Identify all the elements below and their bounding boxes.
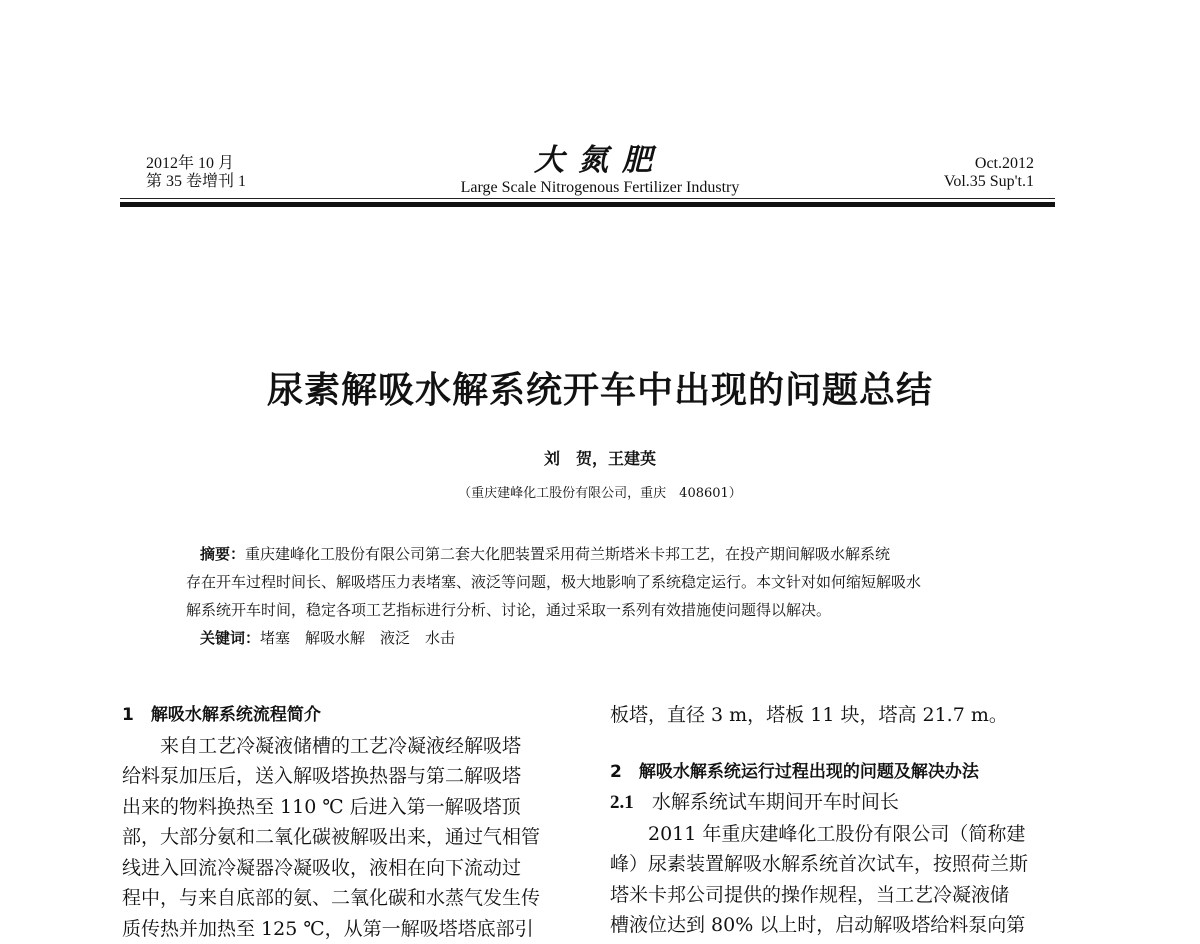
left-column bbox=[122, 700, 577, 944]
body-line: 槽液位达到 80% 以上时，启动解吸塔给料泵向第 bbox=[610, 910, 1070, 941]
body-line: 给料泵加压后，送入解吸塔换热器与第二解吸塔 bbox=[122, 761, 577, 792]
header-rule-thin bbox=[120, 198, 1055, 199]
keywords-label: 关键词： bbox=[200, 629, 260, 647]
section-2-1-title: 水解系统试车期间开车时间长 bbox=[652, 791, 899, 813]
abstract-line: 存在开车过程时间长、解吸塔压力表堵塞、液泛等问题，极大地影响了系统稳定运行。本文针对如何缩短解吸水 bbox=[186, 568, 1040, 596]
body-line: 质传热并加热至 125 ℃，从第一解吸塔塔底部引 bbox=[122, 914, 577, 944]
article-authors: 刘 贺，王建英 bbox=[0, 446, 1200, 469]
journal-english-name: Large Scale Nitrogenous Fertilizer Industry bbox=[400, 179, 800, 197]
abstract bbox=[200, 540, 1040, 652]
body-line: 峰）尿素装置解吸水解系统首次试车，按照荷兰斯 bbox=[610, 849, 1070, 880]
body-line: 塔米卡邦公司提供的操作规程，当工艺冷凝液储 bbox=[610, 880, 1070, 911]
right-column bbox=[610, 700, 1070, 941]
body-line: 线进入回流冷凝器冷凝吸收，液相在向下流动过 bbox=[122, 853, 577, 884]
article-affiliation: （重庆建峰化工股份有限公司，重庆 408601） bbox=[0, 482, 1200, 501]
header-rule-thick bbox=[120, 202, 1055, 207]
body-line: 板塔，直径 3 m，塔板 11 块，塔高 21.7 m。 bbox=[610, 700, 1070, 731]
journal-logo: 大氮肥 bbox=[400, 135, 800, 179]
header-volume: 第 35 卷增刊 1 bbox=[146, 173, 246, 191]
header-date-en: Oct.2012 bbox=[944, 155, 1034, 173]
abstract-line: 重庆建峰化工股份有限公司第二套大化肥装置采用荷兰斯塔米卡邦工艺，在投产期间解吸水解系统 bbox=[245, 545, 890, 563]
keywords: 堵塞 解吸水解 液泛 水击 bbox=[260, 629, 455, 647]
abstract-label: 摘要： bbox=[200, 545, 245, 563]
header-volume-en: Vol.35 Sup't.1 bbox=[944, 173, 1034, 191]
abstract-line: 解系统开车时间，稳定各项工艺指标进行分析、讨论，通过采取一系列有效措施使问题得以解决。 bbox=[186, 596, 1040, 624]
body-line: 2011 年重庆建峰化工股份有限公司（简称建 bbox=[610, 819, 1070, 850]
section-2-heading: 2 解吸水解系统运行过程出现的问题及解决办法 bbox=[610, 757, 1070, 788]
header-date: 2012年 10 月 bbox=[146, 155, 246, 173]
body-line: 出来的物料换热至 110 ℃ 后进入第一解吸塔顶 bbox=[122, 792, 577, 823]
article-title: 尿素解吸水解系统开车中出现的问题总结 bbox=[0, 362, 1200, 413]
header-issue-date-en bbox=[944, 155, 1034, 191]
journal-masthead bbox=[400, 135, 800, 197]
body-line: 程中，与来自底部的氨、二氧化碳和水蒸气发生传 bbox=[122, 883, 577, 914]
section-1-heading: 1 解吸水解系统流程简介 bbox=[122, 700, 577, 731]
section-2-1-number: 2.1 bbox=[610, 792, 634, 813]
body-line: 来自工艺冷凝液储槽的工艺冷凝液经解吸塔 bbox=[122, 731, 577, 762]
body-line: 部，大部分氨和二氧化碳被解吸出来，通过气相管 bbox=[122, 822, 577, 853]
header-issue-date-cn bbox=[146, 155, 246, 191]
